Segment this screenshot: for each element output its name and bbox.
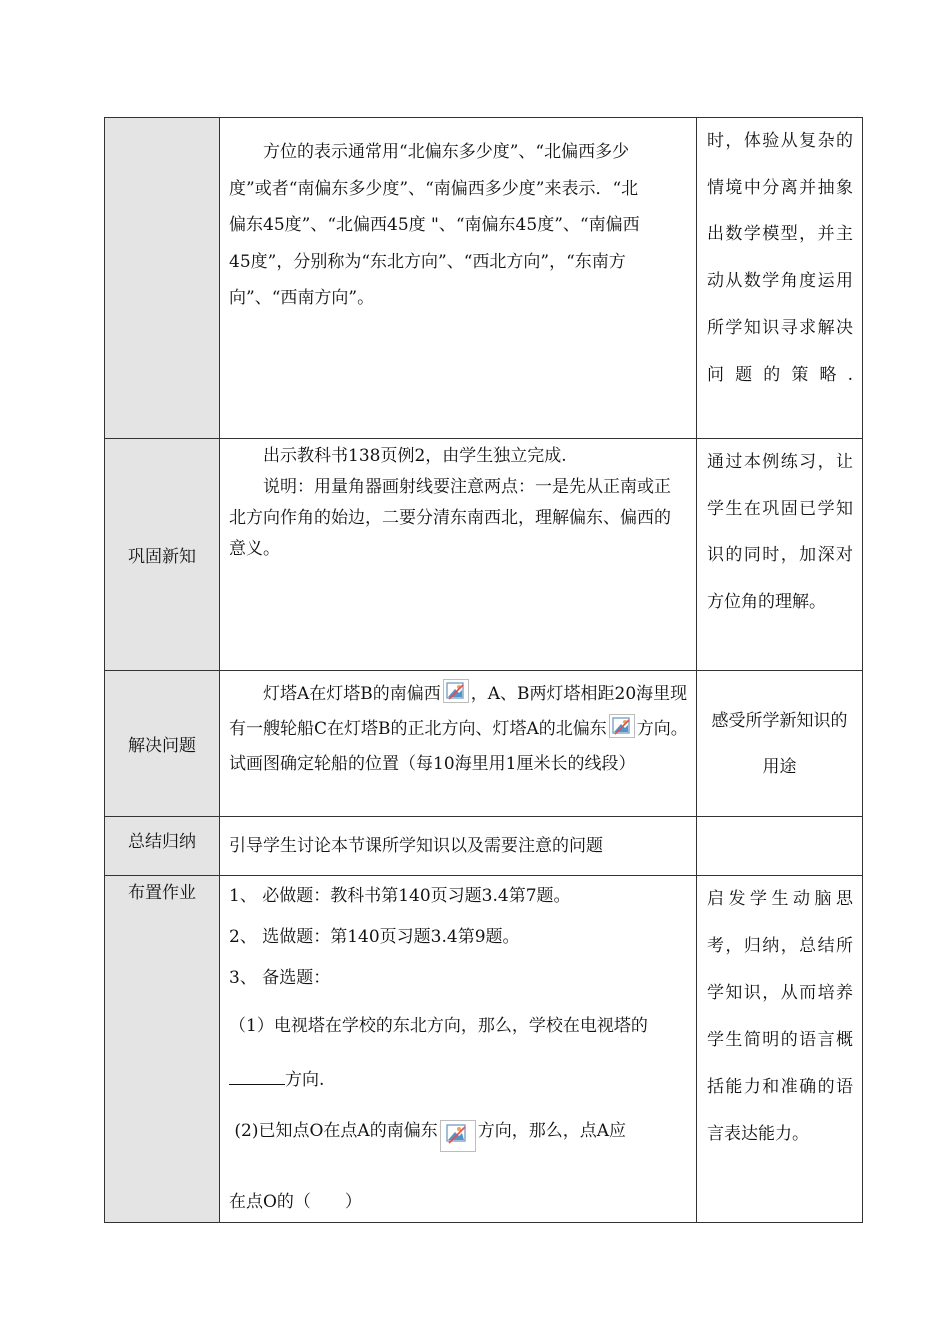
note-text: 启发学生动脑思考，归纳，总结所学知识，从而培养学生简明的语言概括能力和准确的语言表达能力。 <box>707 889 853 1144</box>
broken-image-icon <box>609 714 635 738</box>
homework-item-3: 3、 备选题： <box>229 968 331 988</box>
alt-question-1 <box>229 999 686 1107</box>
lighthouse-problem <box>229 677 688 782</box>
row-note <box>697 876 863 1223</box>
row-note <box>697 439 863 671</box>
row-content <box>220 817 697 876</box>
q1-text-end: 方向. <box>285 1070 325 1090</box>
homework-item-1: 1、 必做题：教科书第140页习题3.4第7题。 <box>229 886 571 906</box>
answer-blank <box>229 1065 285 1085</box>
label-solve-problems: 解决问题 <box>128 736 196 756</box>
row-note <box>697 118 863 439</box>
row-label <box>105 876 220 1223</box>
table-row <box>105 439 863 671</box>
summary-text: 引导学生讨论本节课所学知识以及需要注意的问题 <box>229 836 603 856</box>
table-row <box>105 671 863 817</box>
q2-text-end: 方向，那么，点A应 <box>477 1121 626 1141</box>
table-row <box>105 118 863 439</box>
table-row <box>105 876 863 1223</box>
homework-item-2: 2、 选做题：第140页习题3.4第9题。 <box>229 927 520 947</box>
example-paragraph: 出示教科书138页例2，由学生独立完成. <box>263 446 567 466</box>
row-content <box>220 118 697 439</box>
problem-text-b: ，A、B两灯塔相距20海里现有一艘轮船C在灯塔B的正北方向、灯塔A的北偏东 <box>229 684 688 739</box>
row-content <box>220 671 697 817</box>
row-label <box>105 817 220 876</box>
problem-text-c: 方向。试画图确定轮船的位置（每10海里用1厘米长的线段） <box>229 719 688 774</box>
row-note <box>697 671 863 817</box>
row-content <box>220 439 697 671</box>
problem-text-a: 灯塔A在灯塔B的南偏西 <box>263 684 441 704</box>
row-label <box>105 439 220 671</box>
alt-question-2 <box>229 1107 686 1152</box>
lesson-plan-table <box>104 117 863 1223</box>
explanation-paragraph: 说明：用量角器画射线要注意两点：一是先从正南或正北方向作角的始边，二要分清东南西北，理解偏东、偏西的意义。 <box>229 477 671 559</box>
broken-image-icon <box>440 1120 476 1152</box>
q1-text: （1）电视塔在学校的东北方向，那么，学校在电视塔的 <box>229 1016 648 1036</box>
label-summary: 总结归纳 <box>128 832 196 852</box>
note-text: 通过本例练习，让学生在巩固已学知识的同时，加深对方位角的理解。 <box>707 452 853 612</box>
alt-question-2-cont: 在点O的（ ） <box>229 1192 362 1212</box>
note-text: 感受所学新知识的用途 <box>711 710 848 777</box>
row-label-empty <box>105 118 220 439</box>
q2-text: (2)已知点O在点A的南偏东 <box>234 1121 438 1141</box>
note-text: 时，体验从复杂的情境中分离并抽象出数学模型，并主动从数学角度运用所学知识寻求解决问题的策略. <box>707 131 853 385</box>
label-homework: 布置作业 <box>128 883 196 903</box>
table-row <box>105 817 863 876</box>
row-content <box>220 876 697 1223</box>
row-note-empty <box>697 817 863 876</box>
row-label <box>105 671 220 817</box>
label-consolidate: 巩固新知 <box>128 547 196 567</box>
direction-notation-paragraph: 方位的表示通常用“北偏东多少度”、“北偏西多少度”或者“南偏东多少度”、“南偏西多少度”来表示．“北偏东45度”、“北偏西45度 "、“南偏东45度”、“南偏西45度”，分别称为“东北方向”、“西北方向”，“东南方向”、“西南方向”。 <box>229 142 640 308</box>
broken-image-icon <box>443 679 469 703</box>
